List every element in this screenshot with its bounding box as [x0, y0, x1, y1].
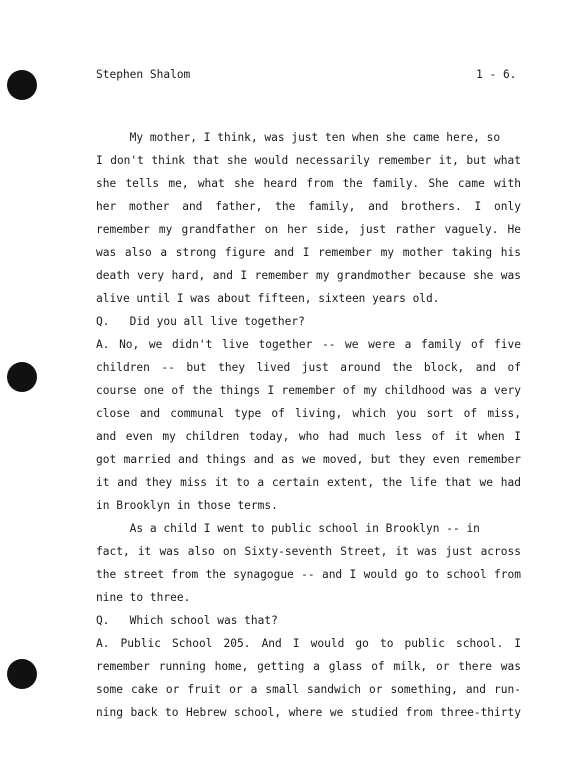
text-line: in Brooklyn in those terms. — [96, 499, 278, 512]
answer-line: A. No, we didn't live together -- we were a family of five — [96, 338, 521, 351]
text-line: As a child I went to public school in Brooklyn -- in — [96, 522, 480, 535]
text-line: My mother, I think, was just ten when she came here, so — [96, 131, 501, 144]
text-line: nine to three. — [96, 591, 191, 604]
text-line: some cake or fruit or a small sandwich or something, and run- — [96, 683, 521, 696]
question-line: Q. Which school was that? — [96, 614, 278, 627]
text-line: it and they miss it to a certain extent, the life that we had — [96, 476, 521, 489]
text-line: ning back to Hebrew school, where we studied from three-thirty — [96, 706, 521, 719]
binder-hole-top — [7, 70, 37, 100]
text-line: she tells me, what she heard from the family. She came with — [96, 177, 521, 190]
text-line: her mother and father, the family, and brothers. I only — [96, 200, 521, 213]
text-line: I don't think that she would necessarily remember it, but what — [96, 154, 521, 167]
text-line: fact, it was also on Sixty-seventh Street, it was just across — [96, 545, 521, 558]
text-line: children -- but they lived just around the block, and of — [96, 361, 521, 374]
binder-hole-bottom — [7, 659, 37, 689]
page-number: 1 - 6. — [476, 68, 517, 81]
text-line: course one of the things I remember of my childhood was a very — [96, 384, 521, 397]
header-name: Stephen Shalom — [96, 68, 191, 81]
text-line: death very hard, and I remember my grandmother because she was — [96, 269, 521, 282]
text-line: close and communal type of living, which you sort of miss, — [96, 407, 521, 420]
binder-hole-middle — [7, 362, 37, 392]
text-line: alive until I was about fifteen, sixteen years old. — [96, 292, 440, 305]
text-line: and even my children today, who had much less of it when I — [96, 430, 521, 443]
text-line: the street from the synagogue -- and I would go to school from — [96, 568, 521, 581]
answer-line: A. Public School 205. And I would go to public school. I — [96, 637, 521, 650]
text-line: remember my grandfather on her side, just rather vaguely. He — [96, 223, 521, 236]
text-line: got married and things and as we moved, but they even remember — [96, 453, 521, 466]
text-line: was also a strong figure and I remember my mother taking his — [96, 246, 521, 259]
text-line: remember running home, getting a glass of milk, or there was — [96, 660, 521, 673]
question-line: Q. Did you all live together? — [96, 315, 305, 328]
